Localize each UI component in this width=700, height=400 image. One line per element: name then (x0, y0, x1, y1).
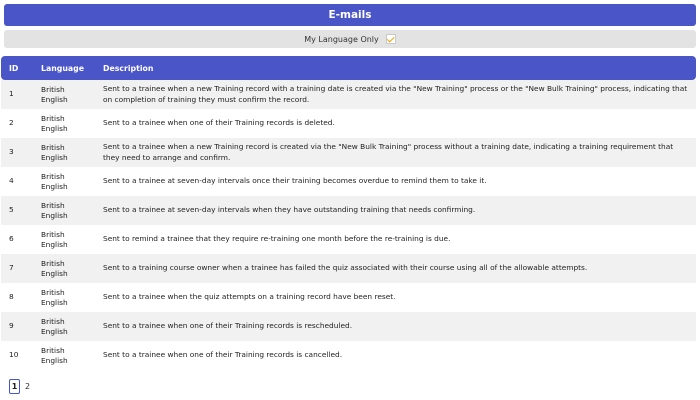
table-row[interactable] (1, 80, 696, 109)
column-header-id[interactable]: ID (9, 63, 19, 73)
emails-table (1, 56, 696, 370)
cell-language (33, 225, 95, 254)
cell-id: 2 (9, 118, 14, 128)
cell-description: Sent to a trainee when one of their Training records is cancelled. (103, 350, 343, 360)
cell-id: 7 (9, 263, 14, 273)
my-language-only-label: My Language Only (304, 34, 379, 44)
column-header-description[interactable]: Description (103, 63, 154, 73)
page-link-2[interactable]: 2 (25, 382, 31, 391)
table-row[interactable] (1, 109, 696, 138)
cell-id: 3 (9, 147, 14, 157)
column-header-language[interactable]: Language (41, 63, 85, 73)
page-title-bar (4, 4, 696, 26)
cell-id: 10 (9, 350, 19, 360)
table-row[interactable] (1, 138, 696, 167)
cell-language (33, 80, 95, 109)
cell-language (33, 109, 95, 138)
cell-language-line: British (41, 142, 65, 152)
cell-language (33, 196, 95, 225)
cell-description: Sent to a trainee when one of their Training records is rescheduled. (103, 321, 353, 331)
page-title: E-mails (328, 9, 372, 21)
cell-language-line: British (41, 200, 65, 210)
cell-description: Sent to remind a trainee that they require re-training one month before the re-training is due. (103, 234, 451, 244)
cell-language-line: British (41, 171, 65, 181)
cell-description: Sent to a trainee when a new Training record is created via the "New Bulk Training" process without a training date, indicating a training requirement that they need to arrange and confirm. (103, 142, 674, 162)
language-filter-bar (4, 30, 696, 48)
cell-language-line: British (41, 258, 65, 268)
cell-language-line: British (41, 229, 65, 239)
cell-language-line: English (41, 210, 68, 220)
table-row[interactable] (1, 167, 696, 196)
my-language-only-checkbox[interactable] (386, 34, 396, 44)
cell-id: 1 (9, 89, 14, 99)
cell-id: 8 (9, 292, 14, 302)
cell-language-line: English (41, 297, 68, 307)
cell-description: Sent to a trainee when the quiz attempts on a training record have been reset. (103, 292, 396, 302)
table-row[interactable] (1, 312, 696, 341)
cell-description: Sent to a trainee when a new Training record with a training date is created via the "New Training" process or the "New Bulk Training" process, indicating that on completion of training they must confirm the record. (103, 84, 688, 104)
table-header-row (1, 56, 696, 80)
cell-language-line: English (41, 326, 68, 336)
table-row[interactable] (1, 341, 696, 370)
cell-id: 4 (9, 176, 14, 186)
cell-language-line: English (41, 239, 68, 249)
cell-language (33, 138, 95, 167)
cell-description: Sent to a trainee at seven-day intervals when they have outstanding training that needs confirming. (103, 205, 476, 215)
cell-language (33, 254, 95, 283)
page-current[interactable]: 1 (9, 379, 20, 394)
cell-description: Sent to a trainee when one of their Training records is deleted. (103, 118, 335, 128)
cell-language (33, 167, 95, 196)
cell-language (33, 341, 95, 370)
cell-language-line: English (41, 355, 68, 365)
cell-language-line: British (41, 316, 65, 326)
cell-description: Sent to a training course owner when a trainee has failed the quiz associated with their course using all of the allowable attempts. (103, 263, 588, 273)
cell-id: 5 (9, 205, 14, 215)
cell-language-line: British (41, 345, 65, 355)
cell-language-line: English (41, 181, 68, 191)
cell-language-line: British (41, 287, 65, 297)
table-row[interactable] (1, 283, 696, 312)
cell-language-line: British (41, 113, 65, 123)
cell-language-line: English (41, 123, 68, 133)
cell-description: Sent to a trainee at seven-day intervals once their training becomes overdue to remind them to take it. (103, 176, 487, 186)
table-row[interactable] (1, 254, 696, 283)
cell-language-line: British (41, 84, 65, 94)
cell-language-line: English (41, 152, 68, 162)
cell-id: 6 (9, 234, 14, 244)
table-row[interactable] (1, 196, 696, 225)
cell-id: 9 (9, 321, 14, 331)
cell-language (33, 283, 95, 312)
cell-language-line: English (41, 268, 68, 278)
cell-language (33, 312, 95, 341)
table-body (1, 80, 696, 370)
pagination (9, 379, 30, 394)
cell-language-line: English (41, 94, 68, 104)
table-row[interactable] (1, 225, 696, 254)
